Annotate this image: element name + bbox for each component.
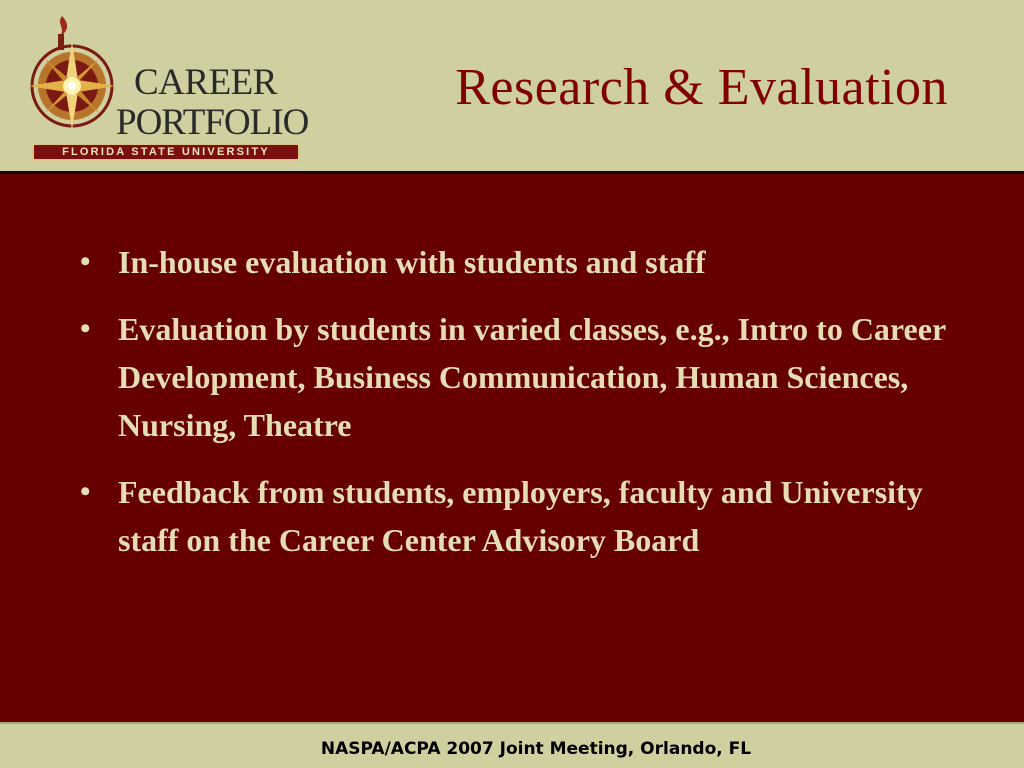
logo-banner-text: FLORIDA STATE UNIVERSITY: [62, 146, 270, 158]
logo-wordmark-career: CAREER: [134, 62, 277, 103]
bullet-text: Feedback from students, employers, faculty and University staff on the Career Center Advisory Board: [118, 474, 923, 558]
bullet-marker-icon: •: [80, 245, 91, 278]
bullet-item: [78, 305, 958, 449]
career-portfolio-logo: [22, 12, 312, 174]
footer-text: NASPA/ACPA 2007 Joint Meeting, Orlando, FL: [320, 739, 752, 759]
bullet-list: [78, 238, 958, 583]
logo-wordmark-portfolio: PORTFOLIO: [116, 102, 309, 143]
slide-title: Research & Evaluation: [455, 59, 948, 116]
bullet-marker-icon: •: [80, 475, 91, 508]
bullet-item: [78, 238, 958, 286]
slide-body: [0, 174, 1024, 722]
bullet-item: [78, 468, 958, 564]
bullet-marker-icon: •: [80, 312, 91, 345]
slide-footer: [0, 724, 1024, 768]
bullet-text: In-house evaluation with students and staff: [118, 244, 706, 280]
logo-banner: [32, 143, 300, 161]
bullet-text: Evaluation by students in varied classes, e.g., Intro to Career Development, Business Communication, Human Sciences, Nursing, Theatre: [118, 311, 946, 443]
slide-header: [0, 0, 1024, 171]
